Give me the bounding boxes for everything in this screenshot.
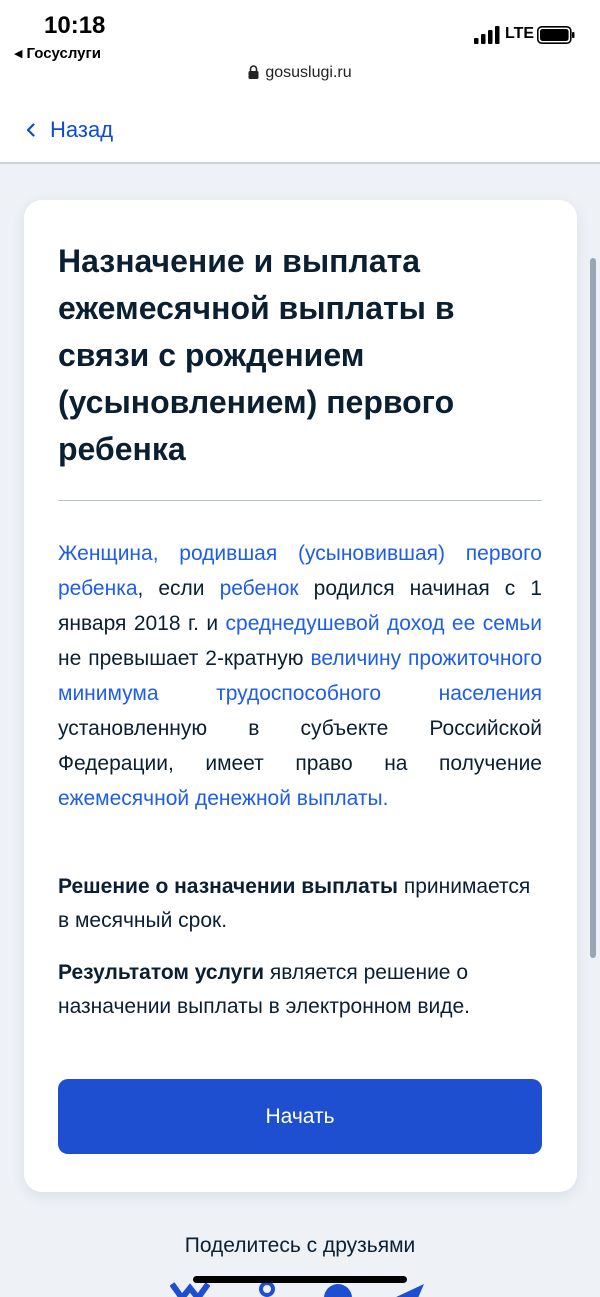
desc-text-2: родился начиная с 1 января 2018 г. и (58, 577, 542, 635)
share-label: Поделитесь с друзьями (184, 1234, 416, 1257)
desc-text-3: не превышает 2-кратную (58, 647, 311, 670)
status-time: 10:18 (44, 12, 106, 39)
link-income[interactable]: среднедушевой доход ее семьи (225, 612, 542, 635)
back-triangle-icon: ◀ (14, 48, 23, 60)
scroll-indicator[interactable] (590, 258, 596, 958)
back-app-label: Госуслуги (26, 45, 101, 62)
signal-icon (474, 26, 500, 44)
decision-paragraph (58, 870, 542, 938)
chevron-left-icon[interactable] (24, 123, 38, 137)
title-divider (58, 500, 542, 501)
home-indicator (193, 1276, 407, 1283)
back-button[interactable]: Назад (50, 117, 114, 142)
url-bar[interactable] (0, 64, 600, 82)
link-subsistence-minimum[interactable]: величину прожиточного минимума трудоспособного населения (58, 647, 542, 705)
back-to-app-link[interactable] (14, 45, 101, 62)
service-title: Назначение и выплата ежемесячной выплаты в связи с рождением (усыновлением) первого ребенка (58, 243, 455, 467)
link-monthly-payment[interactable]: ежемесячной денежной выплаты. (58, 787, 389, 810)
desc-text-4: установленную в субъекте Российской Федерации, имеет право на получение (58, 717, 542, 775)
result-paragraph (58, 956, 542, 1024)
network-label: LTE (505, 25, 535, 42)
battery-icon (537, 26, 575, 44)
result-rest: является решение о назначении выплаты в электронном виде. (58, 961, 471, 1018)
decision-rest: принимается в месячный срок. (58, 875, 531, 932)
service-card (24, 200, 577, 1192)
lock-icon (248, 65, 259, 79)
status-bar (0, 0, 600, 98)
desc-text-1: , если (137, 577, 220, 600)
link-woman[interactable]: Женщина, родившая (усыновившая) первого ребенка (58, 542, 542, 600)
decision-bold: Решение о назначении выплаты (58, 875, 398, 898)
start-button[interactable]: Начать (58, 1079, 542, 1154)
nav-bar (0, 98, 600, 164)
service-description (58, 536, 542, 816)
result-bold: Результатом услуги (58, 961, 265, 984)
url-text: gosuslugi.ru (265, 64, 352, 81)
link-child[interactable]: ребенок (219, 577, 299, 600)
